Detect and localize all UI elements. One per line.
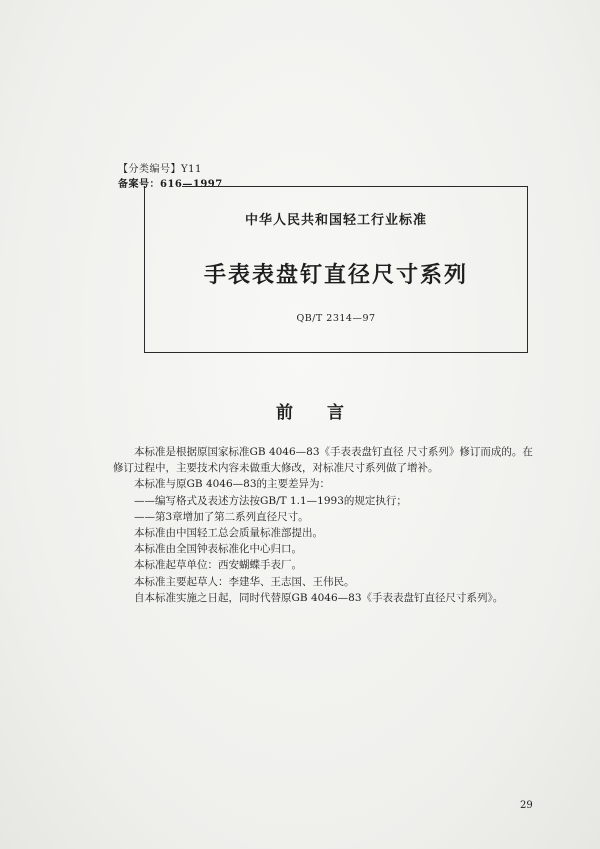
preface-line: ——编写格式及表述方法按GB/T 1.1—1993的规定执行； xyxy=(134,494,407,507)
preface-body xyxy=(113,444,563,606)
preface-line: 修订过程中，主要技术内容未做重大修改，对标准尺寸系列做了增补。 xyxy=(113,462,439,475)
filing-number: 备案号：616—1997 xyxy=(118,179,223,190)
page-number: 29 xyxy=(520,800,533,811)
standard-number: QB/T 2314—97 xyxy=(296,313,376,324)
cover-frame-top-rule xyxy=(182,186,527,187)
preface-heading: 前 言 xyxy=(276,403,358,423)
preface-line: 本标准由全国钟表标准化中心归口。 xyxy=(134,543,302,556)
preface-line: 本标准由中国轻工总会质量标准部提出。 xyxy=(134,527,323,540)
preface-line: 本标准与原GB 4046—83的主要差异为： xyxy=(134,478,331,491)
industry-standard-label: 中华人民共和国轻工行业标准 xyxy=(244,213,427,228)
document-title: 手表表盘钉直径尺寸系列 xyxy=(203,263,468,288)
preface-line: ——第3章增加了第二系列直径尺寸。 xyxy=(134,510,309,523)
classification-number: 【分类编号】Y11 xyxy=(118,164,202,175)
preface-line: 本标准起草单位：西安蝴蝶手表厂。 xyxy=(134,559,302,572)
preface-line: 本标准主要起草人：李建华、王志国、王伟民。 xyxy=(134,575,355,588)
preface-line: 本标准是根据原国家标准GB 4046—83《手表表盘钉直径 尺寸系列》修订而成的。在 xyxy=(134,446,533,458)
preface-line: 自本标准实施之日起，同时代替原GB 4046—83《手表表盘钉直径尺寸系列》。 xyxy=(134,591,504,604)
